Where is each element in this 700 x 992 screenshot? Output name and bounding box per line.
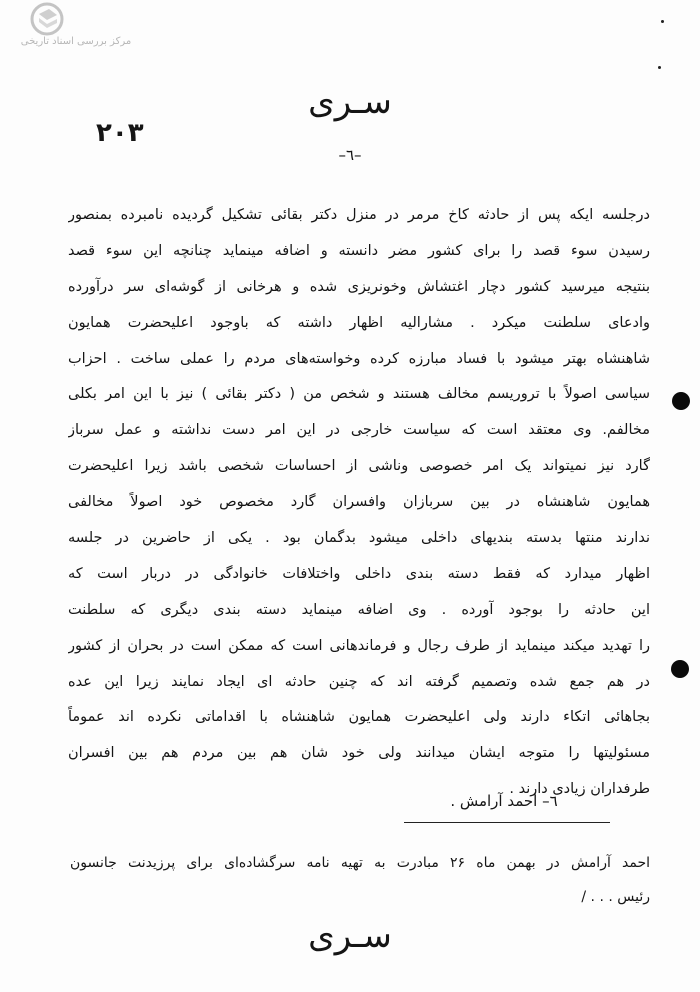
body-line: شاهنشاه بهتر میشود با فساد مبارزه کرده وخواسته‌های مردم را عملی ساخت . احزاب (68, 350, 650, 367)
watermark-text: مرکز بررسی اسناد تاریخی (20, 36, 132, 47)
archive-logo-icon (30, 2, 64, 36)
footnote (70, 846, 650, 914)
signature: ٦– احمد آرامش . (450, 792, 558, 810)
punch-hole (671, 660, 689, 678)
signature-underline (404, 822, 610, 823)
body-line: اظهار میدارد که فقط دسته بندی داخلی واختلافات خانوادگی در دربار است که (68, 565, 650, 582)
footnote-line: احمد آرامش در بهمن ماه ۲۶ مبادرت به تهیه نامه سرگشاده‌ای برای پرزیدنت جانسون (70, 855, 650, 871)
body-line: مخالفم. وی معتقد است که سیاست خارجی در این امر دست نداشته و عمل سرباز (68, 422, 650, 439)
page-number: ۲۰۳ (96, 118, 144, 148)
body-line: همایون شاهنشاه در بین سربازان وافسران گارد مخصوص خود اصولاً مخالفی (68, 494, 650, 511)
body-line: ندارند منتها بدسته بندیهای داخلی میشود بدگمان بود . یکی از حاضرین در جلسه (68, 530, 650, 547)
body-line: مسئولیتها را متوجه ایشان میدانند ولی خود شان هم بین مردم هم بین افسران (68, 745, 650, 762)
archive-watermark (20, 2, 140, 54)
footnote-line: رئیس . . . / (581, 889, 650, 905)
page-index: –٦– (338, 146, 362, 164)
document-body (68, 198, 650, 808)
body-line: در هم جمع شده وتصمیم گرفته اند که چنین حادثه ای ایجاد نمایند زیرا این عده (68, 673, 650, 690)
punch-hole (672, 392, 690, 410)
scan-speck (658, 66, 661, 69)
body-line: بجاهائی اتکاء دارند ولی اعلیحضرت همایون شاهنشاه با اقداماتی نکرده اند عموماً (68, 709, 650, 726)
body-line: رسیدن سوء قصد را برای کشور مضر دانسته و اضافه مینماید چنانچه این سوء قصد (68, 242, 650, 259)
body-line: سیاسی اصولاً با تروریسم مخالف هستند و شخص من ( دکتر بقائی ) نیز با این امر بکلی (68, 386, 650, 403)
classification-footer: سـری (308, 916, 392, 956)
body-line: این حادثه را بوجود آورده . وی اضافه مینماید دسته بندی دیگری که سلطنت (68, 601, 650, 618)
classification-header: سـری (308, 82, 392, 122)
body-line: درجلسه ایکه پس از حادثه کاخ مرمر در منزل دکتر بقائی تشکیل گردیده نامبرده بمنصور (68, 207, 650, 223)
body-line: گارد نیز نمیتواند یک امر خصوصی وناشی از احساسات شخصی باشد زیرا اعلیحضرت (68, 458, 650, 475)
body-line: وادعای سلطنت میکرد . مشارالیه اظهار داشته که باوجود اعلیحضرت همایون (68, 314, 650, 331)
body-line: طرفداران زیادی دارند . (509, 781, 650, 798)
scan-speck (661, 20, 664, 23)
body-line: بنتیجه میرسید کشور دچار اغتشاش وخونریزی شده و هرخانی از گوشه‌ای سر درآورده (68, 278, 650, 295)
body-line: را تهدید میکند مینماید از طرف رجال و فرماندهانی است که ممکن است در بحران از کشور (68, 637, 650, 654)
